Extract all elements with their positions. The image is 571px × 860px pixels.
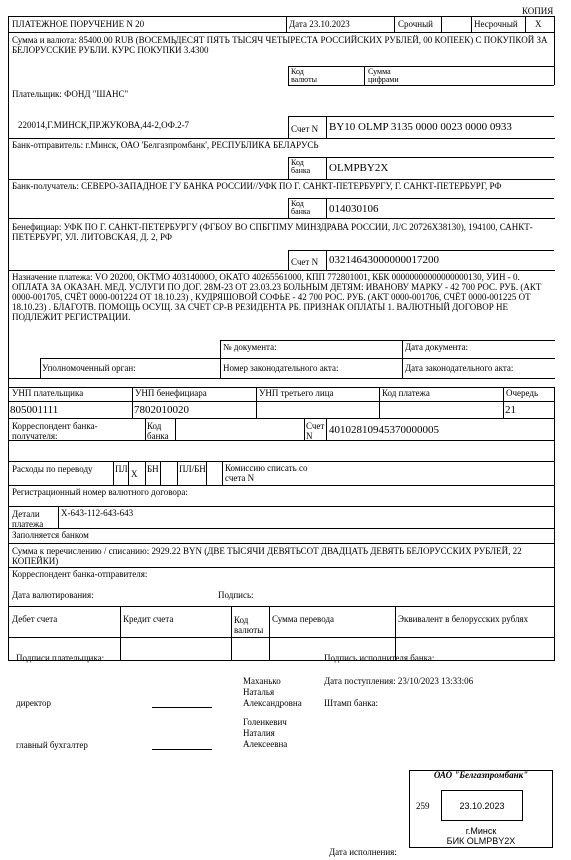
accountant-name-2: Наталия: [243, 728, 275, 738]
act-no-label: Номер законодательного акта:: [223, 363, 339, 373]
unp-benef-label: УНП бенефициара: [135, 388, 207, 398]
accountant-label: главный бухгалтер: [16, 740, 88, 750]
beneficiary-text: Бенефициар: УФК ПО Г. САНКТ-ПЕТЕРБУРГУ (ФГБОУ ВО СПБГПМУ МИНЗДРАВА РОССИИ, Л/С 20726X38130), 194100, САНКТ-ПЕТЕРБУРГ, УЛ. ЛИТОВСКАЯ, Д. 2, РФ: [12, 222, 533, 242]
corr-code-label: Код банка: [147, 421, 169, 441]
credit-sum: Сумма к перечислению / списанию: 2929.22 BYN (ДВЕ ТЫСЯЧИ ДЕВЯТЬСОТ ДВАДЦАТЬ ДЕВЯТЬ БЕЛОРУССКИХ РУБЛЕЙ, 22 КОПЕЙКИ): [12, 546, 522, 566]
bank-sig-label: Подпись исполнителя банка:: [324, 653, 435, 663]
act-date-label: Дата законодательного акта:: [405, 363, 514, 373]
expenses-bn: БН: [147, 464, 159, 474]
receipt-date: Дата поступления: 23/10/2023 13:33:06: [324, 676, 474, 686]
payer-sigs-label: Подписи плательщика:: [16, 653, 105, 663]
queue-value: 21: [505, 404, 516, 416]
byn-equiv-label: Эквивалент в белорусских рублях: [398, 614, 529, 624]
receiver-bank-label: Банк-получатель: СЕВЕРО-ЗАПАДНОЕ ГУ БАНКА РОССИИ//УФК ПО Г. САНКТ-ПЕТЕРБУРГУ, Г. САНКТ-ПЕТЕРБУРГ, РФ: [12, 181, 502, 191]
transfer-sum-label: Сумма перевода: [272, 614, 335, 624]
urgent-label: Срочный: [398, 19, 433, 29]
commission-label: Комиссию списать со счета N: [225, 463, 308, 483]
director-label: директор: [16, 698, 51, 708]
sender-bank-code: OLMPBY2X: [329, 162, 389, 174]
payment-details-label: Детали платежа: [12, 509, 44, 529]
director-name-1: Маханько: [243, 676, 281, 686]
stamp-date: 23.10.2023: [459, 801, 505, 811]
payer-address: 220014,Г.МИНСК,ПР.ЖУКОВА,44-2,ОФ.2-7: [18, 120, 190, 130]
unp-payer-label: УНП плательщика: [12, 388, 84, 398]
director-name-2: Наталья: [243, 687, 275, 697]
currency-code-label: Код валюты: [291, 67, 318, 84]
expenses-label: Расходы по переводу: [12, 464, 93, 474]
stamp-bank-name: ОАО "Белгазпромбанк": [433, 770, 529, 780]
doc-no-label: № документа:: [223, 342, 277, 352]
stamp-city: г.Минск: [465, 826, 497, 836]
unp-third-label: УНП третьего лица: [259, 388, 334, 398]
corr-account: 40102810945370000005: [329, 424, 439, 436]
director-name-3: Александровна: [243, 698, 302, 708]
registration-label: Регистрационный номер валютного договора:: [12, 487, 188, 497]
expenses-pl: ПЛ: [115, 464, 128, 474]
expenses-plbn: ПЛ/БН: [179, 464, 206, 474]
payment-details-value: X-643-112-643-643: [61, 508, 134, 518]
doc-date-label: Дата документа:: [405, 342, 468, 352]
unp-benef: 7802010020: [134, 404, 189, 416]
non-urgent-mark: X: [535, 19, 542, 29]
payment-code-label: Код платежа: [382, 388, 430, 398]
sum-digits-label: Сумма цифрами: [368, 67, 399, 84]
stamp-bic: БИК OLMPBY2X: [446, 836, 516, 846]
authority-label: Уполномоченный орган:: [42, 363, 136, 373]
credit-label: Кредит счета: [123, 614, 174, 624]
copy-label: КОПИЯ: [522, 6, 554, 16]
payer-account: BY10 OLMP 3135 0000 0023 0000 0933: [329, 121, 512, 133]
stamp-number: 259: [416, 801, 430, 811]
value-date-label: Дата валютирования:: [12, 590, 94, 600]
sender-corr-label: Корреспондент банка-отправителя:: [12, 569, 148, 579]
doc-date: Дата 23.10.2023: [289, 19, 350, 29]
exec-date-label: Дата исполнения:: [329, 847, 397, 857]
signature-label: Подпись:: [218, 590, 254, 600]
corr-account-label: Счет N: [306, 421, 325, 441]
payer-account-label: Счет N: [291, 124, 319, 134]
benef-account-label: Счет N: [291, 257, 319, 267]
doc-title: ПЛАТЕЖНОЕ ПОРУЧЕНИЕ N 20: [12, 19, 145, 29]
sender-bank-label: Банк-отправитель: г.Минск, ОАО 'Белгазпромбанк', РЕСПУБЛИКА БЕЛАРУСЬ: [12, 140, 319, 150]
accountant-name-1: Голенкевич: [243, 717, 287, 727]
queue-label: Очередь: [506, 388, 539, 398]
sender-bank-code-label: Код банка: [291, 158, 311, 175]
bank-stamp-label: Штамп банка:: [324, 698, 378, 708]
receiver-bank-code-label: Код банка: [291, 199, 311, 216]
debit-label: Дебет счета: [12, 614, 58, 624]
bank-fill-label: Заполняется банком: [12, 530, 89, 540]
correspondent-label: Корреспондент банка-получателя:: [12, 421, 98, 441]
currency-code-col: Код валюты: [234, 615, 264, 635]
accountant-name-3: Алексеевна: [243, 739, 288, 749]
benef-account: 03214643000000017200: [329, 254, 439, 266]
payer-label: Плательщик: ФОНД "ШАНС": [12, 89, 129, 99]
unp-payer: 805001111: [10, 404, 59, 416]
purpose-text: Назначение платежа: VO 20200, OKTMO 40314000O, OKATO 40265561000, КПП 772801001, КБК 00000000000000000130, УИН - 0. ОПЛАТА ЗА ОКАЗАН. МЕД. УСЛУГИ ПО ДОГ. 28М-23 ОТ 23.03.23 БОЛЬНЫМ ДЕТЯМ: ИВАНОВУ МАРКУ - 42 700 РОС. РУБ. (АКТ 0000-001705, СЧЁТ 0000-001224 ОТ 18.10.23) , КУДРЯШОВОЙ СОФЬЕ - 42 700 РОС. РУБ. (АКТ 0000-001706, СЧЁТ 0000-001225 ОТ 18.10.23) . БЛАГОТВ. ПОМОЩЬ ОСУЩ. ЗА СЧЕТ СР-В РЕЗИДЕНТА РБ. ПРИЗНАК ОПЛАТЫ 1. ВАЛЮТНЫЙ ДОГОВОР НЕ ПОДЛЕЖИТ РЕГИСТРАЦИИ.: [12, 272, 542, 322]
receiver-bank-code: 014030106: [329, 203, 379, 215]
amount-text: Сумма и валюта: 85400.00 RUB (ВОСЕМЬДЕСЯТ ПЯТЬ ТЫСЯЧ ЧЕТЫРЕСТА РОССИЙСКИХ РУБЛЕЙ, 00 КОПЕЕК) С ПОКУПКОЙ ЗА БЕЛОРУССКИЕ РУБЛИ. КУРС ПОКУПКИ 3.4300: [12, 35, 548, 55]
expenses-pl-mark: X: [131, 469, 138, 479]
non-urgent-label: Несрочный: [474, 19, 518, 29]
